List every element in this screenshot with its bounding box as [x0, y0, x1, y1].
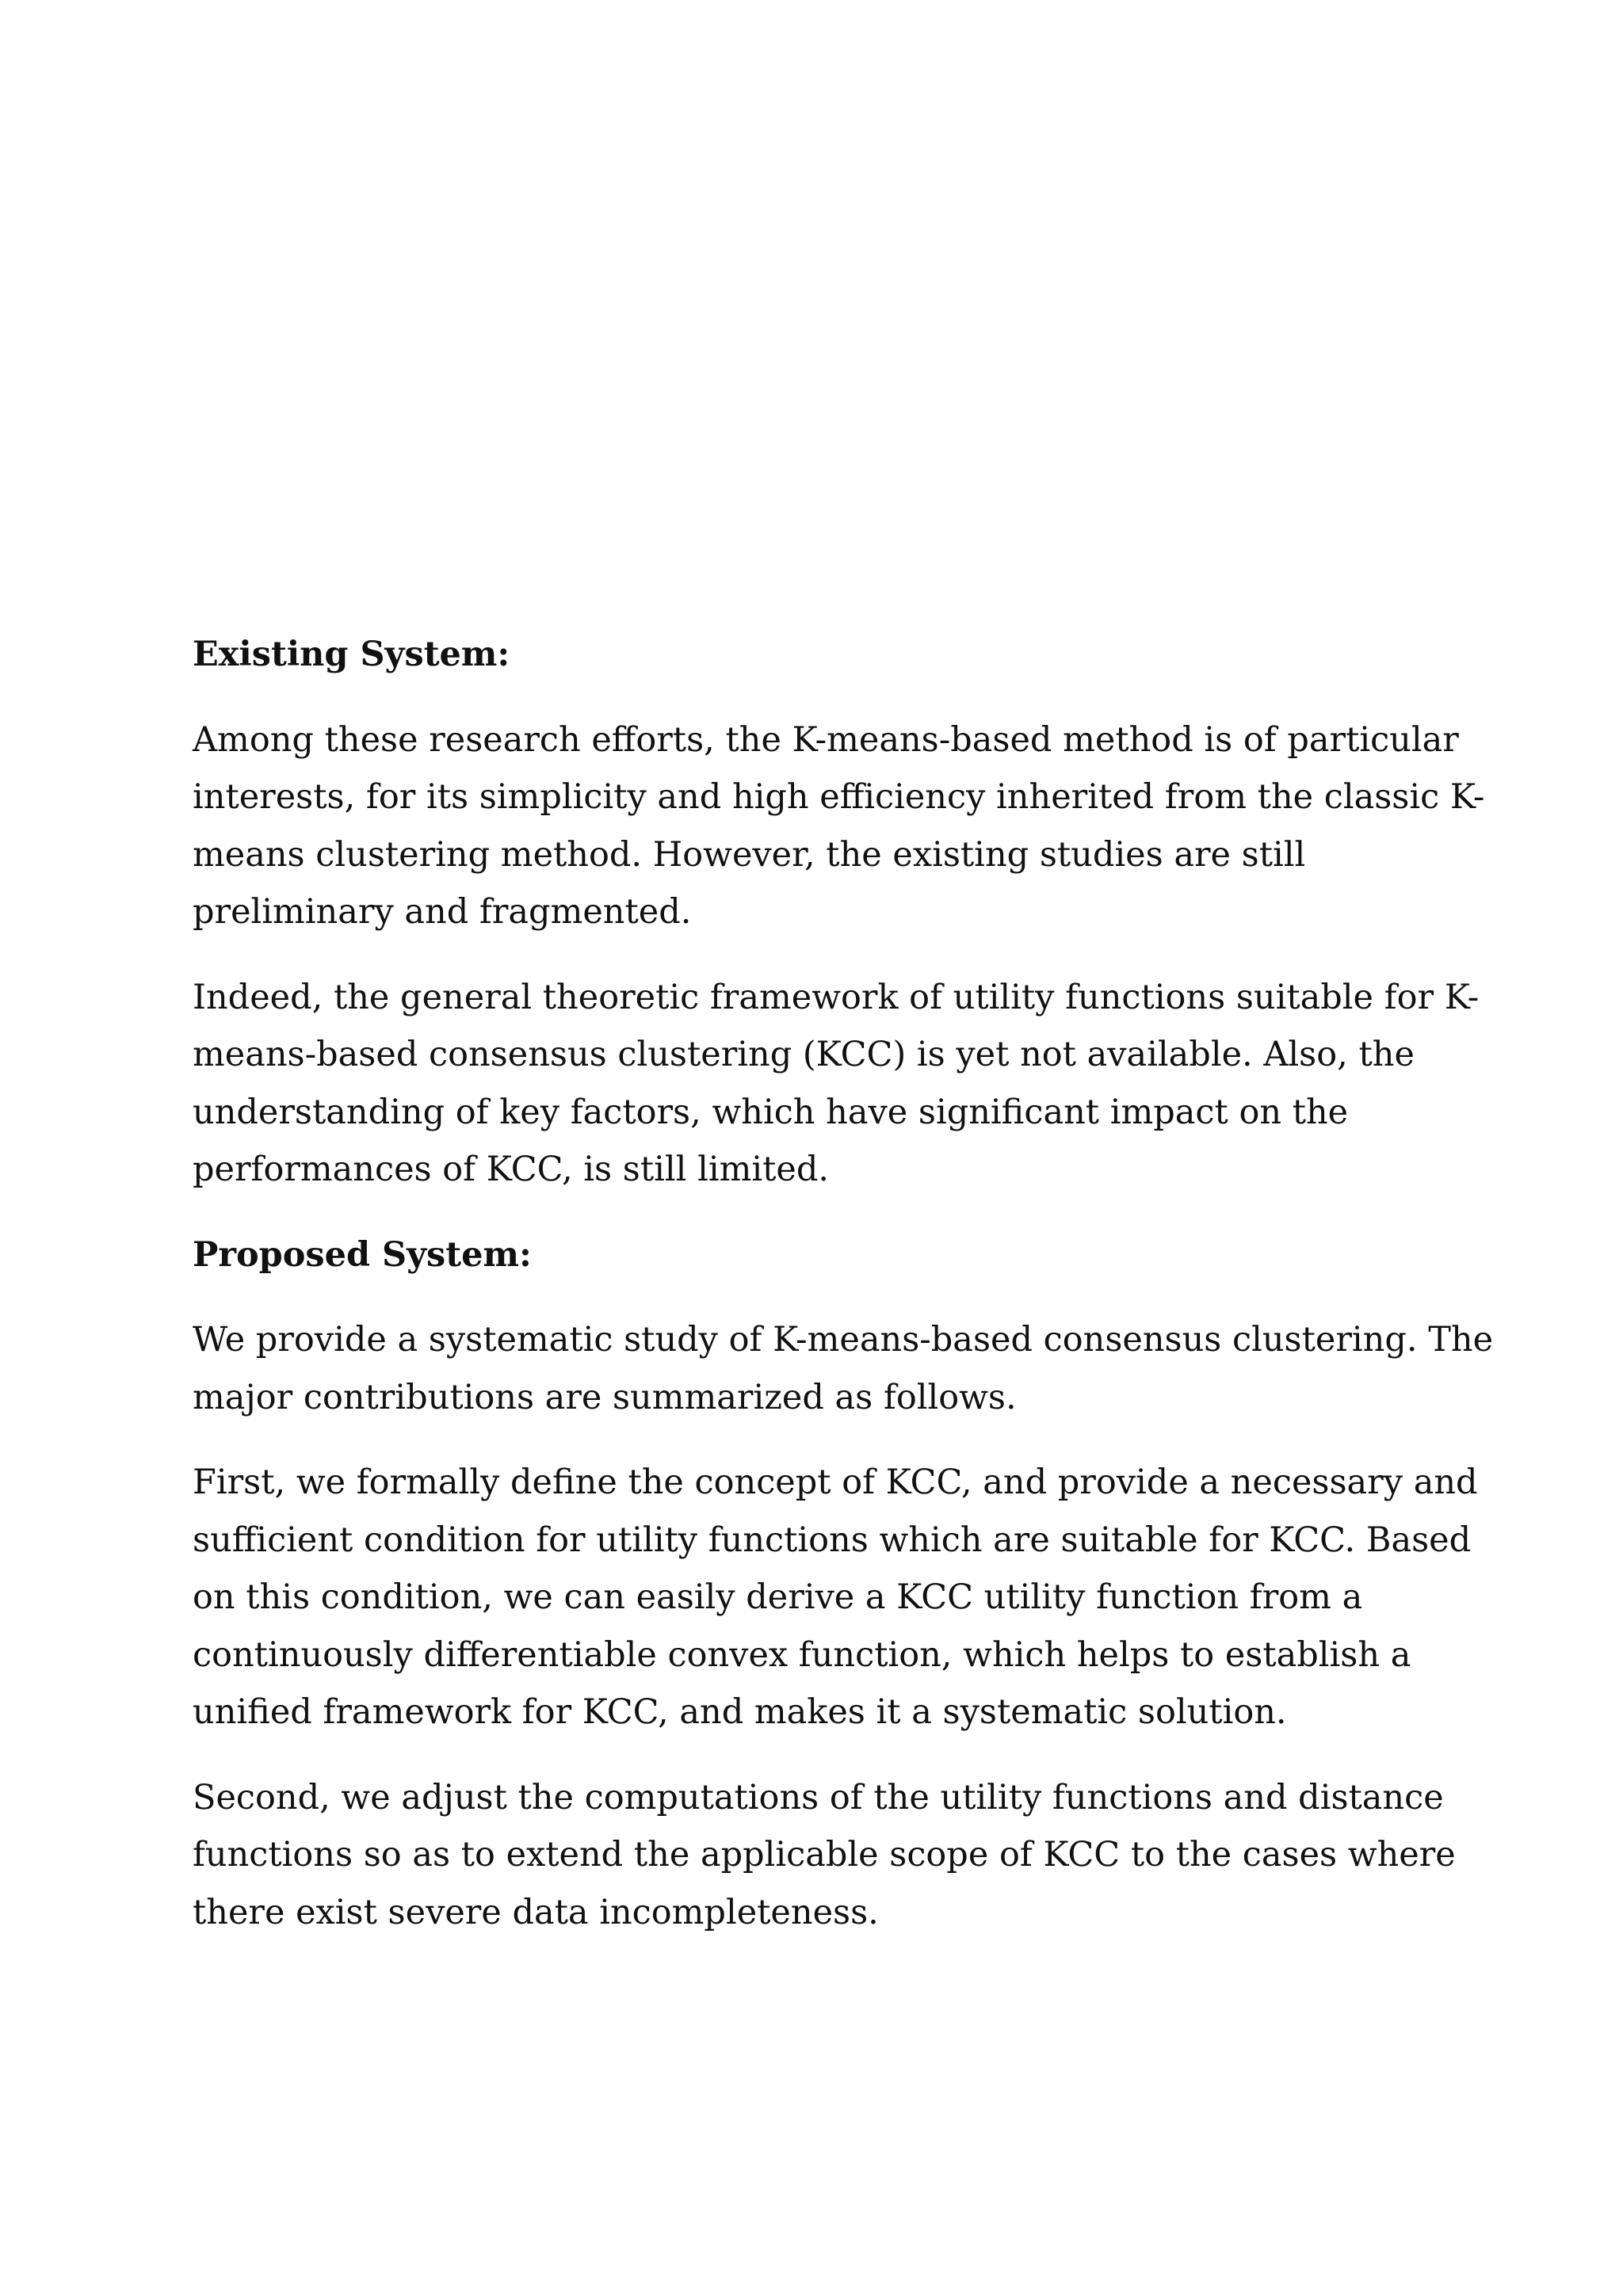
text-line: We provide a systematic study of K-means-based consensus clustering. The: [193, 1320, 1494, 1360]
proposed-paragraph-2: [193, 1454, 1492, 1741]
text-line: performances of KCC, is still limited.: [193, 1150, 830, 1189]
existing-paragraph-2: [193, 969, 1492, 1199]
proposed-paragraph-3: [193, 1769, 1492, 1942]
proposed-paragraph-1: [193, 1311, 1492, 1426]
text-line: preliminary and fragmented.: [193, 892, 692, 932]
text-line: there exist severe data incompleteness.: [193, 1892, 879, 1932]
text-line: understanding of key factors, which have significant impact on the: [193, 1092, 1349, 1132]
text-line: First, we formally define the concept of KCC, and provide a necessary and: [193, 1463, 1478, 1502]
text-line: sufficient condition for utility functions which are suitable for KCC. Based: [193, 1520, 1472, 1560]
text-line: Among these research efforts, the K-means-based method is of particular: [193, 719, 1459, 760]
text-line: Indeed, the general theoretic framework of utility functions suitable for K-: [193, 977, 1480, 1017]
text-line: means clustering method. However, the existing studies are still: [193, 834, 1306, 875]
text-line: Second, we adjust the computations of the utility functions and distance: [193, 1777, 1444, 1817]
text-line: continuously differentiable convex function, which helps to establish a: [193, 1634, 1411, 1675]
proposed-system-heading: Proposed System:: [193, 1234, 532, 1275]
text-line: means-based consensus clustering (KCC) is yet not available. Also, the: [193, 1035, 1415, 1074]
document-body: [193, 626, 1492, 1969]
existing-paragraph-1: [193, 711, 1492, 941]
text-line: on this condition, we can easily derive a KCC utility function from a: [193, 1577, 1363, 1617]
text-line: unified framework for KCC, and makes it a systematic solution.: [193, 1692, 1287, 1732]
existing-system-heading: Existing System:: [193, 635, 510, 674]
text-line: functions so as to extend the applicable scope of KCC to the cases where: [193, 1835, 1456, 1875]
text-line: major contributions are summarized as follows.: [193, 1377, 1017, 1417]
text-line: interests, for its simplicity and high efficiency inherited from the classic K-: [193, 777, 1485, 817]
